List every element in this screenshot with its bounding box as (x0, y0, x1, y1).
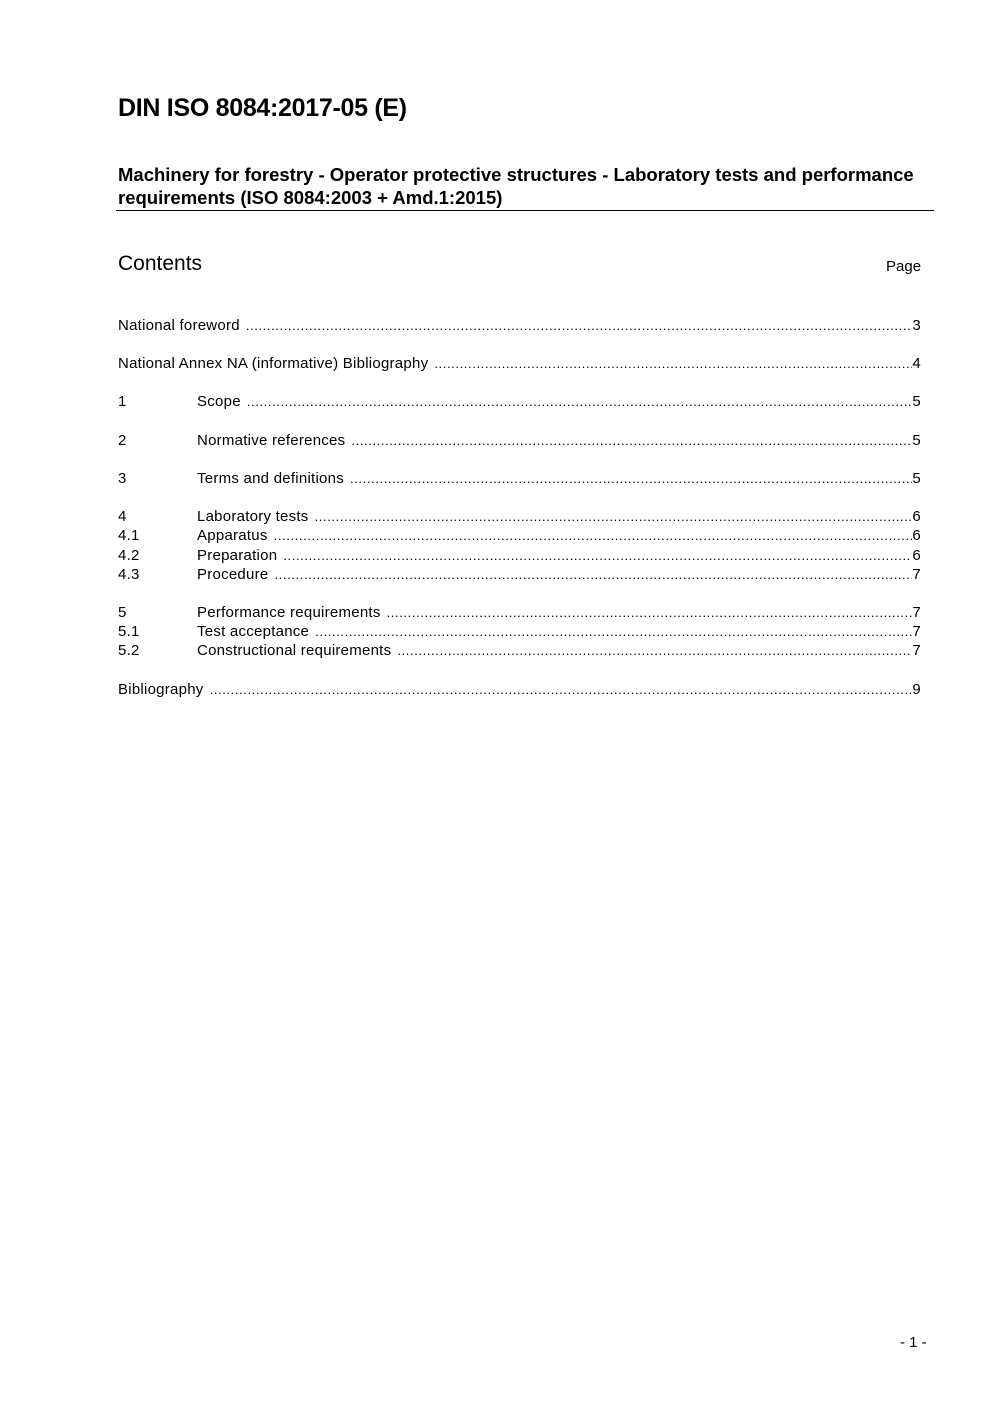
toc-dot-leader (246, 316, 913, 335)
toc-entry-title: Preparation (197, 547, 278, 564)
toc-entry-national-annex[interactable] (118, 354, 921, 373)
toc-entry-procedure[interactable] (118, 565, 921, 584)
toc-entry-page: 6 (912, 547, 921, 564)
toc-entry-test-acceptance[interactable] (118, 622, 921, 641)
toc-entry-title: Normative references (197, 432, 346, 449)
toc-dot-leader (283, 546, 912, 565)
toc-entry-page: 3 (912, 317, 921, 334)
toc-entry-title: Scope (197, 393, 241, 410)
toc-entry-page: 6 (912, 508, 921, 525)
toc-entry-page: 7 (912, 642, 921, 659)
toc-dot-leader (387, 603, 913, 622)
toc-entry-title: Laboratory tests (197, 508, 309, 525)
toc-entry-number: 4.2 (118, 547, 140, 564)
toc-dot-leader (397, 641, 912, 660)
toc-entry-page: 9 (912, 681, 921, 698)
toc-entry-page: 5 (912, 470, 921, 487)
toc-dot-leader (274, 565, 912, 584)
toc-entry-page: 5 (912, 393, 921, 410)
toc-entry-apparatus[interactable] (118, 526, 921, 545)
toc-entry-title: Terms and definitions (197, 470, 344, 487)
toc-entry-page: 5 (912, 432, 921, 449)
toc-entry-page: 7 (912, 623, 921, 640)
toc-entry-page: 7 (912, 566, 921, 583)
toc-entry-preparation[interactable] (118, 546, 921, 565)
toc-entry-number: 5.1 (118, 623, 140, 640)
document-id: DIN ISO 8084:2017-05 (E) (118, 94, 407, 122)
toc-dot-leader (350, 469, 912, 488)
toc-entry-title: Constructional requirements (197, 642, 392, 659)
toc-entry-constructional-requirements[interactable] (118, 641, 921, 660)
toc-entry-page: 7 (912, 604, 921, 621)
page-number: - 1 - (900, 1334, 927, 1351)
toc-dot-leader (434, 354, 912, 373)
toc-dot-leader (315, 622, 912, 641)
toc-entry-title: Procedure (197, 566, 269, 583)
toc-entry-bibliography[interactable] (118, 680, 921, 699)
title-divider (116, 210, 934, 211)
toc-entry-number: 2 (118, 432, 127, 449)
toc-entry-national-foreword[interactable] (118, 316, 921, 335)
toc-entry-title: National Annex NA (informative) Bibliography (118, 355, 429, 372)
toc-entry-number: 4 (118, 508, 127, 525)
toc-dot-leader (247, 392, 913, 411)
toc-entry-page: 4 (912, 355, 921, 372)
toc-entry-page: 6 (912, 527, 921, 544)
toc-dot-leader (315, 507, 913, 526)
toc-entry-number: 3 (118, 470, 127, 487)
toc-entry-terms-definitions[interactable] (118, 469, 921, 488)
toc-entry-title: Performance requirements (197, 604, 381, 621)
document-title: Machinery for forestry - Operator protective structures - Laboratory tests and performance requirements (ISO 8084:2003 + Amd.1:2015) (118, 164, 914, 208)
toc-entry-number: 4.1 (118, 527, 140, 544)
toc-dot-leader (210, 680, 913, 699)
page-column-label: Page (886, 258, 922, 275)
toc-entry-number: 1 (118, 393, 127, 410)
toc-entry-title: Apparatus (197, 527, 268, 544)
toc-entry-laboratory-tests[interactable] (118, 507, 921, 526)
toc-entry-normative-references[interactable] (118, 431, 921, 450)
toc-entry-title: National foreword (118, 317, 240, 334)
toc-entry-title: Bibliography (118, 681, 204, 698)
toc-entry-number: 5.2 (118, 642, 140, 659)
toc-entry-number: 4.3 (118, 566, 140, 583)
toc-dot-leader (274, 526, 913, 545)
contents-heading: Contents (118, 252, 203, 275)
toc-entry-number: 5 (118, 604, 127, 621)
toc-entry-scope[interactable] (118, 392, 921, 411)
toc-dot-leader (351, 431, 912, 450)
toc-entry-title: Test acceptance (197, 623, 310, 640)
toc-entry-performance-requirements[interactable] (118, 603, 921, 622)
